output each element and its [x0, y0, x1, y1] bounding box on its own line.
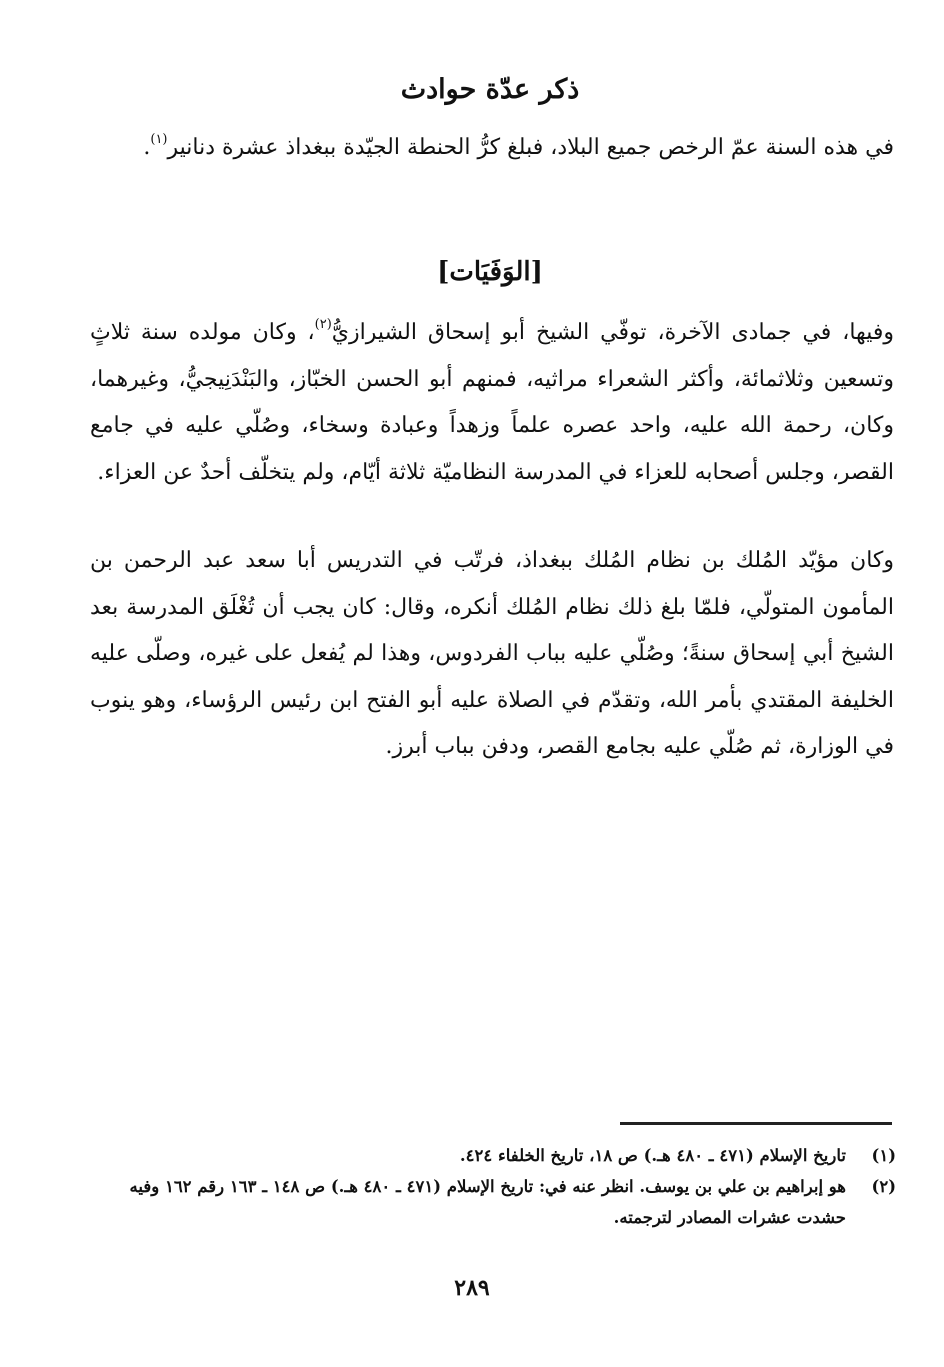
obituary-paragraph	[90, 310, 894, 496]
events-paragraph	[90, 125, 894, 172]
footnote-ref-2: (٢)	[314, 317, 332, 332]
footnote-number: (٢)	[871, 1177, 896, 1196]
obituary-text-start: وفيها، في جمادى الآخرة، توفّي الشيخ أبو إسحاق الشيرازيُّ	[331, 320, 894, 345]
obituary-text-rest: ، وكان مولده سنة ثلاثٍ وتسعين وثلاثمائة، وأكثر الشعراء مراثيه، فمنهم أبو الحسن الخبّاز، والبَنْدَنِيجيُّ، وغيرهما، وكان، رحمة الله عليه، واحد عصره علماً وزهداً وعبادة وسخاء، وصُلّي عليه في جامع القصر، وجلس أصحابه للعزاء في المدرسة النظاميّة ثلاثة أيّام، ولم يتخلّف أحدٌ عن العزاء.	[90, 320, 894, 485]
footnote-text: تاريخ الإسلام (٤٧١ ـ ٤٨٠ هـ.) ص ١٨، تاريخ الخلفاء ٤٢٤.	[459, 1146, 846, 1165]
footnote-ref-1: (١)	[150, 132, 168, 147]
footnote-item	[90, 1140, 896, 1171]
page-number: ٢٨٩	[454, 1275, 490, 1301]
footnote-separator	[620, 1122, 892, 1125]
footnote-text: هو إبراهيم بن علي بن يوسف. انظر عنه في: تاريخ الإسلام (٤٧١ ـ ٤٨٠ هـ.) ص ١٤٨ ـ ١٦٣ رقم ١٦٢ وفيه حشدت عشرات المصادر لترجمته.	[129, 1177, 846, 1227]
madrasa-paragraph: وكان مؤيّد المُلك بن نظام المُلك ببغداذ، فرتّب في التدريس أبا سعد عبد الرحمن بن المأمون المتولّي، فلمّا بلغ ذلك نظام المُلك أنكره، وقال: كان يجب أن تُغْلَق المدرسة بعد الشيخ أبي إسحاق سنةً؛ وصُلّي عليه بباب الفردوس، وهذا لم يُفعل على غيره، وصلّى عليه الخليفة المقتدي بأمر الله، وتقدّم في الصلاة عليه أبو الفتح ابن رئيس الرؤساء، وهو ينوب في الوزارة، ثم صُلّي عليه بجامع القصر، ودفن بباب أبرز.	[90, 548, 894, 759]
events-paragraph-end: .	[143, 135, 151, 160]
events-paragraph-text: في هذه السنة عمّ الرخص جميع البلاد، فبلغ كرُّ الحنطة الجيّدة ببغداذ عشرة دنانير	[167, 135, 894, 160]
footnotes-list	[90, 1140, 896, 1233]
footnote-number: (١)	[871, 1146, 896, 1165]
footnote-item	[90, 1171, 896, 1233]
events-heading: ذكر عدّة حوادث	[400, 74, 580, 105]
obituaries-heading: [الوَفَيَات]	[437, 257, 543, 287]
